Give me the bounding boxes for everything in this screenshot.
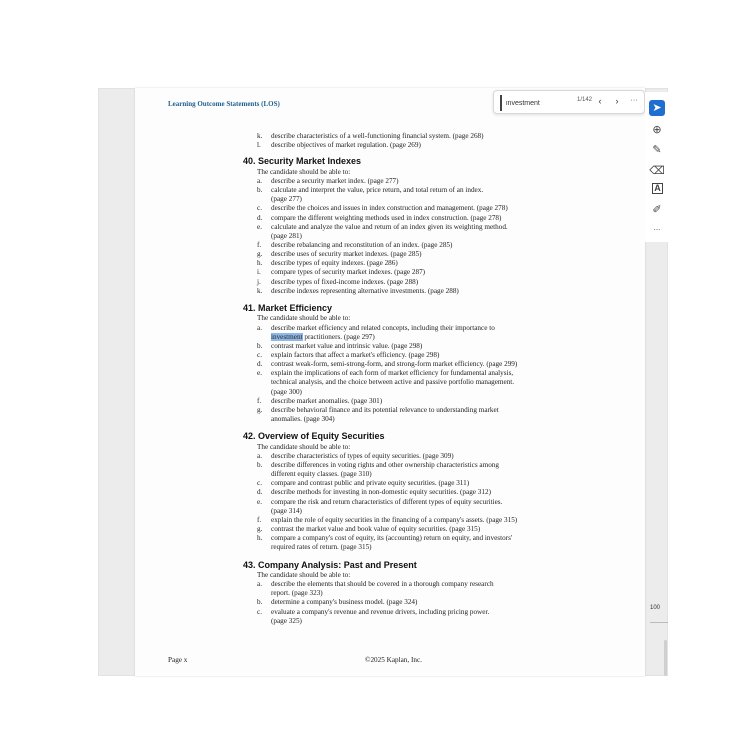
item-marker: a. <box>257 323 262 332</box>
item-marker: a. <box>257 176 262 185</box>
item-text: describe uses of security market indexes. (page 285) <box>271 250 422 259</box>
item-text: calculate and analyze the value and return of an index given its weighting method. <box>271 222 508 231</box>
item-marker: i. <box>257 268 261 277</box>
item-text: describe the elements that should be covered in a thorough company research <box>271 580 494 589</box>
item-text: required rates of return. (page 315) <box>271 543 372 552</box>
item-text: (page 325) <box>271 616 302 625</box>
item-text: contrast the market value and book value of equity securities. (page 315) <box>271 525 481 534</box>
item-marker: k. <box>257 132 263 140</box>
item-text: explain the role of equity securities in the financing of a company's assets. (page 315) <box>271 515 518 524</box>
item-marker: f. <box>257 515 262 524</box>
copyright: ©2025 Kaplan, Inc. <box>365 656 422 664</box>
item-marker: g. <box>257 525 263 534</box>
zoom-icon[interactable]: ⊕ <box>652 123 662 136</box>
item-text: technical analysis, and the choice between active and passive portfolio management. <box>271 378 515 387</box>
more-tools-icon[interactable]: ··· <box>653 226 661 234</box>
item-text: contrast market value and intrinsic value. (page 298) <box>271 341 423 350</box>
find-prev-button[interactable]: ‹ <box>598 96 602 106</box>
item-text: compare the different weighting methods used in index construction. (page 278) <box>271 213 502 222</box>
item-text: describe differences in voting rights and other ownership characteristics among <box>271 461 499 469</box>
find-next-button[interactable]: › <box>615 96 619 106</box>
item-marker: f. <box>257 396 262 405</box>
item-text: explain factors that affect a market's efficiency. (page 298) <box>271 351 440 359</box>
pdf-page <box>135 88 645 676</box>
item-marker: c. <box>257 479 262 488</box>
item-marker: b. <box>257 598 263 607</box>
item-text: describe characteristics of a well-functioning financial system. (page 268) <box>271 132 484 140</box>
item-text-tail: practitioners. (page 297) <box>302 332 375 341</box>
find-input[interactable] <box>500 95 568 111</box>
item-text <box>271 333 375 341</box>
item-text: describe the choices and issues in index construction and management. (page 278) <box>271 204 508 213</box>
section-intro: The candidate should be able to: <box>257 314 351 323</box>
draw-pen-icon[interactable]: ✎ <box>652 143 662 156</box>
item-text: describe indexes representing alternative investments. (page 288) <box>271 286 459 295</box>
item-marker: c. <box>257 351 262 359</box>
item-text: (page 300) <box>271 387 302 396</box>
item-marker: j. <box>257 277 261 286</box>
item-marker: b. <box>257 461 263 469</box>
item-text: different equity classes. (page 310) <box>271 470 372 479</box>
item-text: anomalies. (page 304) <box>271 415 335 424</box>
item-text: describe rebalancing and reconstitution of an index. (page 285) <box>271 241 453 249</box>
item-text: describe types of fixed-income indexes. (page 288) <box>271 277 419 286</box>
text-box-icon[interactable]: A <box>652 183 663 194</box>
find-more-button[interactable]: ··· <box>630 97 638 104</box>
item-marker: e. <box>257 497 262 506</box>
item-text: describe a security market index. (page 277) <box>271 176 399 185</box>
item-text: compare a company's cost of equity, its (accounting) return on equity, and investors' <box>271 534 513 543</box>
item-text: determine a company's business model. (page 324) <box>271 598 418 607</box>
item-text: explain the implications of each form of market efficiency for fundamental analysis, <box>271 369 514 378</box>
item-marker: g. <box>257 405 263 414</box>
item-text: (page 277) <box>271 195 302 204</box>
divider <box>650 622 668 623</box>
section-intro: The candidate should be able to: <box>257 167 351 176</box>
item-text: report. (page 323) <box>271 589 323 598</box>
item-marker: a. <box>257 580 262 589</box>
page-header: Learning Outcome Statements (LOS) <box>168 100 280 108</box>
section-intro: The candidate should be able to: <box>257 442 351 451</box>
section-intro: The candidate should be able to: <box>257 571 351 579</box>
item-marker: f. <box>257 241 262 249</box>
highlighter-icon[interactable]: ✐ <box>652 203 662 216</box>
section-heading: 43. Company Analysis: Past and Present <box>243 559 417 570</box>
item-marker: a. <box>257 451 262 460</box>
scrollbar[interactable] <box>664 640 667 676</box>
item-marker: h. <box>257 534 263 543</box>
item-text: contrast weak-form, semi-strong-form, and strong-form market efficiency. (page 299) <box>271 360 518 369</box>
page-number: Page x <box>168 656 188 664</box>
item-text: evaluate a company's revenue and revenue drivers, including pricing power. <box>271 607 490 616</box>
section-heading: 42. Overview of Equity Securities <box>243 431 385 442</box>
item-text: describe characteristics of types of equity securities. (page 309) <box>271 451 454 460</box>
find-count: 1/142 <box>577 97 593 103</box>
item-marker: d. <box>257 213 263 222</box>
item-text: describe types of equity indexes. (page 286) <box>271 259 398 268</box>
item-marker: b. <box>257 341 263 350</box>
item-text: describe market efficiency and related concepts, including their importance to <box>271 323 495 332</box>
item-text: compare types of security market indexes. (page 287) <box>271 268 426 277</box>
eraser-icon[interactable]: ⌫ <box>649 164 665 177</box>
section-heading: 40. Security Market Indexes <box>243 156 362 167</box>
item-text: describe objectives of market regulation. (page 269) <box>271 141 421 150</box>
item-marker: d. <box>257 488 263 497</box>
section-heading: 41. Market Efficiency <box>243 302 333 313</box>
item-marker: l. <box>257 141 261 150</box>
item-text: describe market anomalies. (page 301) <box>271 396 383 405</box>
item-marker: c. <box>257 204 262 213</box>
item-marker: g. <box>257 250 263 259</box>
item-marker: d. <box>257 360 263 369</box>
item-text: calculate and interpret the value, price return, and total return of an index. <box>271 186 484 195</box>
item-marker: k. <box>257 286 263 295</box>
item-text: (page 314) <box>271 506 302 515</box>
search-highlight: investment <box>271 332 303 341</box>
item-marker: b. <box>257 186 263 195</box>
item-marker: e. <box>257 369 262 378</box>
item-text: compare and contrast public and private equity securities. (page 311) <box>271 479 470 488</box>
tool-sidebar <box>645 92 670 242</box>
item-text: (page 281) <box>271 231 302 240</box>
zoom-level[interactable]: 100 <box>650 605 661 611</box>
item-marker: c. <box>257 607 262 616</box>
item-marker: h. <box>257 259 263 268</box>
item-text: describe methods for investing in non-domestic equity securities. (page 312) <box>271 488 491 497</box>
item-text: describe behavioral finance and its potential relevance to understanding market <box>271 405 499 414</box>
item-marker: e. <box>257 222 262 231</box>
item-text: compare the risk and return characteristics of different types of equity securities. <box>271 497 503 506</box>
select-cursor-icon[interactable]: ➤ <box>649 100 665 116</box>
find-bar <box>493 90 645 114</box>
